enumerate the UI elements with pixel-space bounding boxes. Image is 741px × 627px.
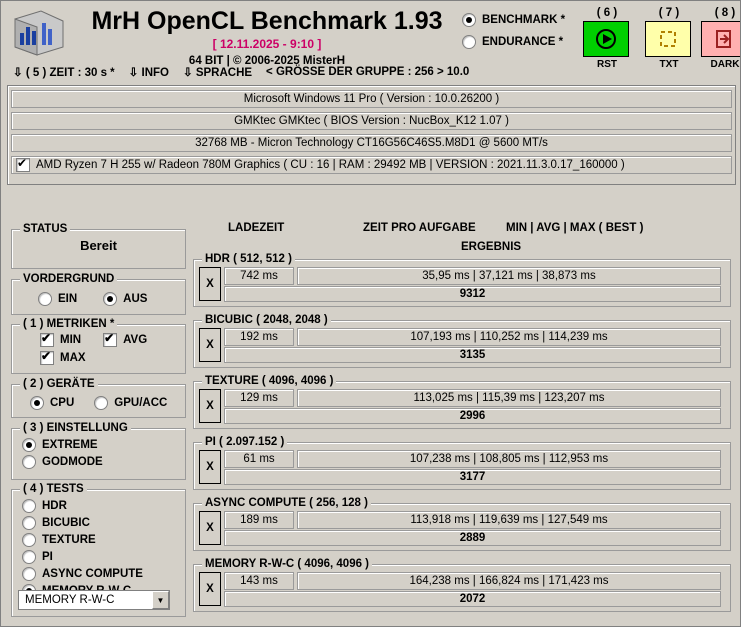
result-times-memory: 164,238 ms | 166,824 ms | 171,423 ms: [297, 572, 721, 590]
einstellung-extreme-label: EXTREME: [42, 439, 98, 451]
metrik-min-label: MIN: [60, 334, 82, 346]
button-txt[interactable]: [645, 7, 693, 70]
result-ergebnis-texture: 2996: [224, 408, 721, 424]
test-option-texture[interactable]: [22, 533, 185, 547]
group-tests-title: ( 4 ) TESTS: [20, 483, 87, 495]
radio-extreme-icon: [22, 438, 36, 452]
test-select[interactable]: [18, 590, 170, 610]
result-ladezeit-memory: 143 ms: [224, 572, 294, 590]
result-title-pi: PI ( 2.097.152 ): [202, 436, 287, 448]
group-vordergrund: [11, 273, 186, 315]
radio-gpu-icon: [94, 396, 108, 410]
result-ergebnis-memory: 2072: [224, 591, 721, 607]
radio-godmode-icon: [22, 455, 36, 469]
button-dark-number: ( 8 ): [714, 7, 736, 19]
radio-bicubic-icon: [22, 516, 36, 530]
exit-icon: [713, 28, 735, 50]
result-group-texture: [193, 375, 731, 429]
info-memory: 32768 MB - Micron Technology CT16G56C46S5.M8D1 @ 5600 MT/s: [11, 134, 732, 152]
result-group-memory: [193, 558, 731, 612]
radio-endurance-icon: [462, 35, 476, 49]
result-group-async: [193, 497, 731, 551]
result-title-async: ASYNC COMPUTE ( 256, 128 ): [202, 497, 371, 509]
test-option-hdr[interactable]: [22, 499, 185, 513]
metrik-option-avg[interactable]: [103, 333, 147, 347]
vordergrund-ein-label: EIN: [58, 293, 78, 305]
menu-item-gruppengroesse[interactable]: < GRÖSSE DER GRUPPE : 256 > 10.0: [266, 66, 470, 78]
button-txt-number: ( 7 ): [658, 7, 680, 19]
result-title-hdr: HDR ( 512, 512 ): [202, 253, 295, 265]
einstellung-godmode-label: GODMODE: [42, 456, 103, 468]
radio-ein-icon: [38, 292, 52, 306]
button-rst-number: ( 6 ): [596, 7, 618, 19]
button-rst-box[interactable]: [583, 21, 629, 57]
group-geraete: [11, 378, 186, 418]
radio-endurance-label: ENDURANCE *: [482, 36, 564, 48]
app-logo-icon: [11, 7, 67, 59]
result-x-button-bicubic[interactable]: X: [199, 328, 221, 362]
vordergrund-aus-label: AUS: [123, 293, 148, 305]
einstellung-option-extreme[interactable]: [22, 438, 185, 452]
result-ladezeit-pi: 61 ms: [224, 450, 294, 468]
group-tests: [11, 483, 186, 617]
menu-item-sprache[interactable]: ⇩ SPRACHE: [182, 67, 253, 79]
radio-benchmark[interactable]: [462, 13, 565, 27]
mode-radio-group: [462, 13, 565, 57]
radio-endurance[interactable]: [462, 35, 565, 49]
group-metriken-title: ( 1 ) METRIKEN *: [20, 318, 117, 330]
group-vordergrund-title: VORDERGRUND: [20, 273, 117, 285]
group-metriken: [11, 318, 186, 374]
test-option-pi[interactable]: [22, 550, 185, 564]
radio-hdr-icon: [22, 499, 36, 513]
result-times-bicubic: 107,193 ms | 110,252 ms | 114,239 ms: [297, 328, 721, 346]
info-device-label: AMD Ryzen 7 H 255 w/ Radeon 780M Graphics ( CU : 16 | RAM : 29492 MB | VERSION : 2021.11.3.0.17_160000 ): [36, 159, 625, 171]
result-ergebnis-bicubic: 3135: [224, 347, 721, 363]
button-dark-box[interactable]: [701, 21, 741, 57]
header: [7, 5, 740, 83]
test-pi-label: PI: [42, 551, 53, 563]
radio-async-icon: [22, 567, 36, 581]
system-info-panel: [7, 85, 736, 185]
test-texture-label: TEXTURE: [42, 534, 96, 546]
radio-texture-icon: [22, 533, 36, 547]
vordergrund-option-aus[interactable]: [103, 292, 147, 306]
group-einstellung-title: ( 3 ) EINSTELLUNG: [20, 422, 131, 434]
geraete-option-cpu[interactable]: [30, 396, 74, 410]
radio-benchmark-label: BENCHMARK *: [482, 14, 566, 26]
checkbox-min-icon: [40, 333, 54, 347]
checkbox-max-icon: [40, 351, 54, 365]
result-x-button-memory[interactable]: X: [199, 572, 221, 606]
test-async-label: ASYNC COMPUTE: [42, 568, 143, 580]
result-ergebnis-hdr: 9312: [224, 286, 721, 302]
build-date: [ 12.11.2025 - 9:10 ]: [212, 37, 322, 51]
result-times-texture: 113,025 ms | 115,39 ms | 123,207 ms: [297, 389, 721, 407]
metrik-avg-label: AVG: [123, 334, 148, 346]
result-x-button-texture[interactable]: X: [199, 389, 221, 423]
result-times-hdr: 35,95 ms | 37,121 ms | 38,873 ms: [297, 267, 721, 285]
result-group-bicubic: [193, 314, 731, 368]
column-header-zeit-pro-aufgabe: ZEIT PRO AUFGABE: [363, 222, 476, 234]
device-checkbox-icon[interactable]: [16, 158, 30, 172]
result-times-async: 113,918 ms | 119,639 ms | 127,549 ms: [297, 511, 721, 529]
test-bicubic-label: BICUBIC: [42, 517, 90, 529]
menu-item-zeit[interactable]: ⇩ ( 5 ) ZEIT : 30 s *: [13, 67, 115, 79]
geraete-option-gpu[interactable]: [94, 396, 167, 410]
group-einstellung: [11, 422, 186, 480]
result-group-pi: [193, 436, 731, 490]
metrik-option-min[interactable]: [40, 333, 81, 347]
play-icon: [595, 28, 617, 50]
copyright-info: 64 BIT | © 2006-2025 MisterH: [188, 55, 346, 67]
metrik-max-label: MAX: [60, 352, 86, 364]
result-x-button-async[interactable]: X: [199, 511, 221, 545]
info-device-row[interactable]: [11, 156, 732, 174]
geraete-gpu-label: GPU/ACC: [114, 397, 168, 409]
column-header-ladezeit: LADEZEIT: [228, 222, 285, 234]
result-ergebnis-pi: 3177: [224, 469, 721, 485]
test-hdr-label: HDR: [42, 500, 67, 512]
einstellung-option-godmode[interactable]: [22, 455, 185, 469]
status-value: Bereit: [80, 238, 117, 253]
radio-benchmark-icon: [462, 13, 476, 27]
result-times-pi: 107,238 ms | 108,805 ms | 112,953 ms: [297, 450, 721, 468]
button-dark-label: DARK: [710, 59, 740, 70]
test-select-value: MEMORY R-W-C: [25, 594, 115, 606]
result-x-button-pi[interactable]: X: [199, 450, 221, 484]
checkbox-avg-icon: [103, 333, 117, 347]
result-title-texture: TEXTURE ( 4096, 4096 ): [202, 375, 336, 387]
vordergrund-option-ein[interactable]: [38, 292, 77, 306]
radio-cpu-icon: [30, 396, 44, 410]
button-txt-label: TXT: [659, 59, 679, 70]
result-group-hdr: [193, 253, 731, 307]
geraete-cpu-label: CPU: [50, 397, 75, 409]
chevron-down-icon[interactable]: ▼: [152, 591, 169, 609]
info-os: Microsoft Windows 11 Pro ( Version : 10.0.26200 ): [11, 90, 732, 108]
result-x-button-hdr[interactable]: X: [199, 267, 221, 301]
result-title-memory: MEMORY R-W-C ( 4096, 4096 ): [202, 558, 372, 570]
test-option-async[interactable]: [22, 567, 185, 581]
result-ladezeit-bicubic: 192 ms: [224, 328, 294, 346]
group-geraete-title: ( 2 ) GERÄTE: [20, 378, 98, 390]
result-ergebnis-async: 2889: [224, 530, 721, 546]
crop-icon: [657, 28, 679, 50]
button-txt-box[interactable]: [645, 21, 691, 57]
metrik-option-max[interactable]: [40, 351, 185, 365]
column-header-min-avg-max: MIN | AVG | MAX ( BEST ): [506, 222, 644, 234]
button-rst[interactable]: [583, 7, 631, 70]
result-ladezeit-hdr: 742 ms: [224, 267, 294, 285]
radio-aus-icon: [103, 292, 117, 306]
menu-bar: [13, 65, 470, 79]
result-ladezeit-async: 189 ms: [224, 511, 294, 529]
group-status: [11, 223, 186, 269]
column-header-ergebnis: ERGEBNIS: [461, 241, 522, 253]
page-title: MrH OpenCL Benchmark 1.93: [91, 7, 443, 35]
radio-pi-icon: [22, 550, 36, 564]
test-option-bicubic[interactable]: [22, 516, 185, 530]
button-dark[interactable]: [701, 7, 741, 70]
button-rst-label: RST: [597, 59, 617, 70]
menu-item-info[interactable]: ⇩ INFO: [128, 67, 169, 79]
result-title-bicubic: BICUBIC ( 2048, 2048 ): [202, 314, 331, 326]
info-board: GMKtec GMKtec ( BIOS Version : NucBox_K12 1.07 ): [11, 112, 732, 130]
result-ladezeit-texture: 129 ms: [224, 389, 294, 407]
group-status-title: STATUS: [20, 223, 70, 235]
